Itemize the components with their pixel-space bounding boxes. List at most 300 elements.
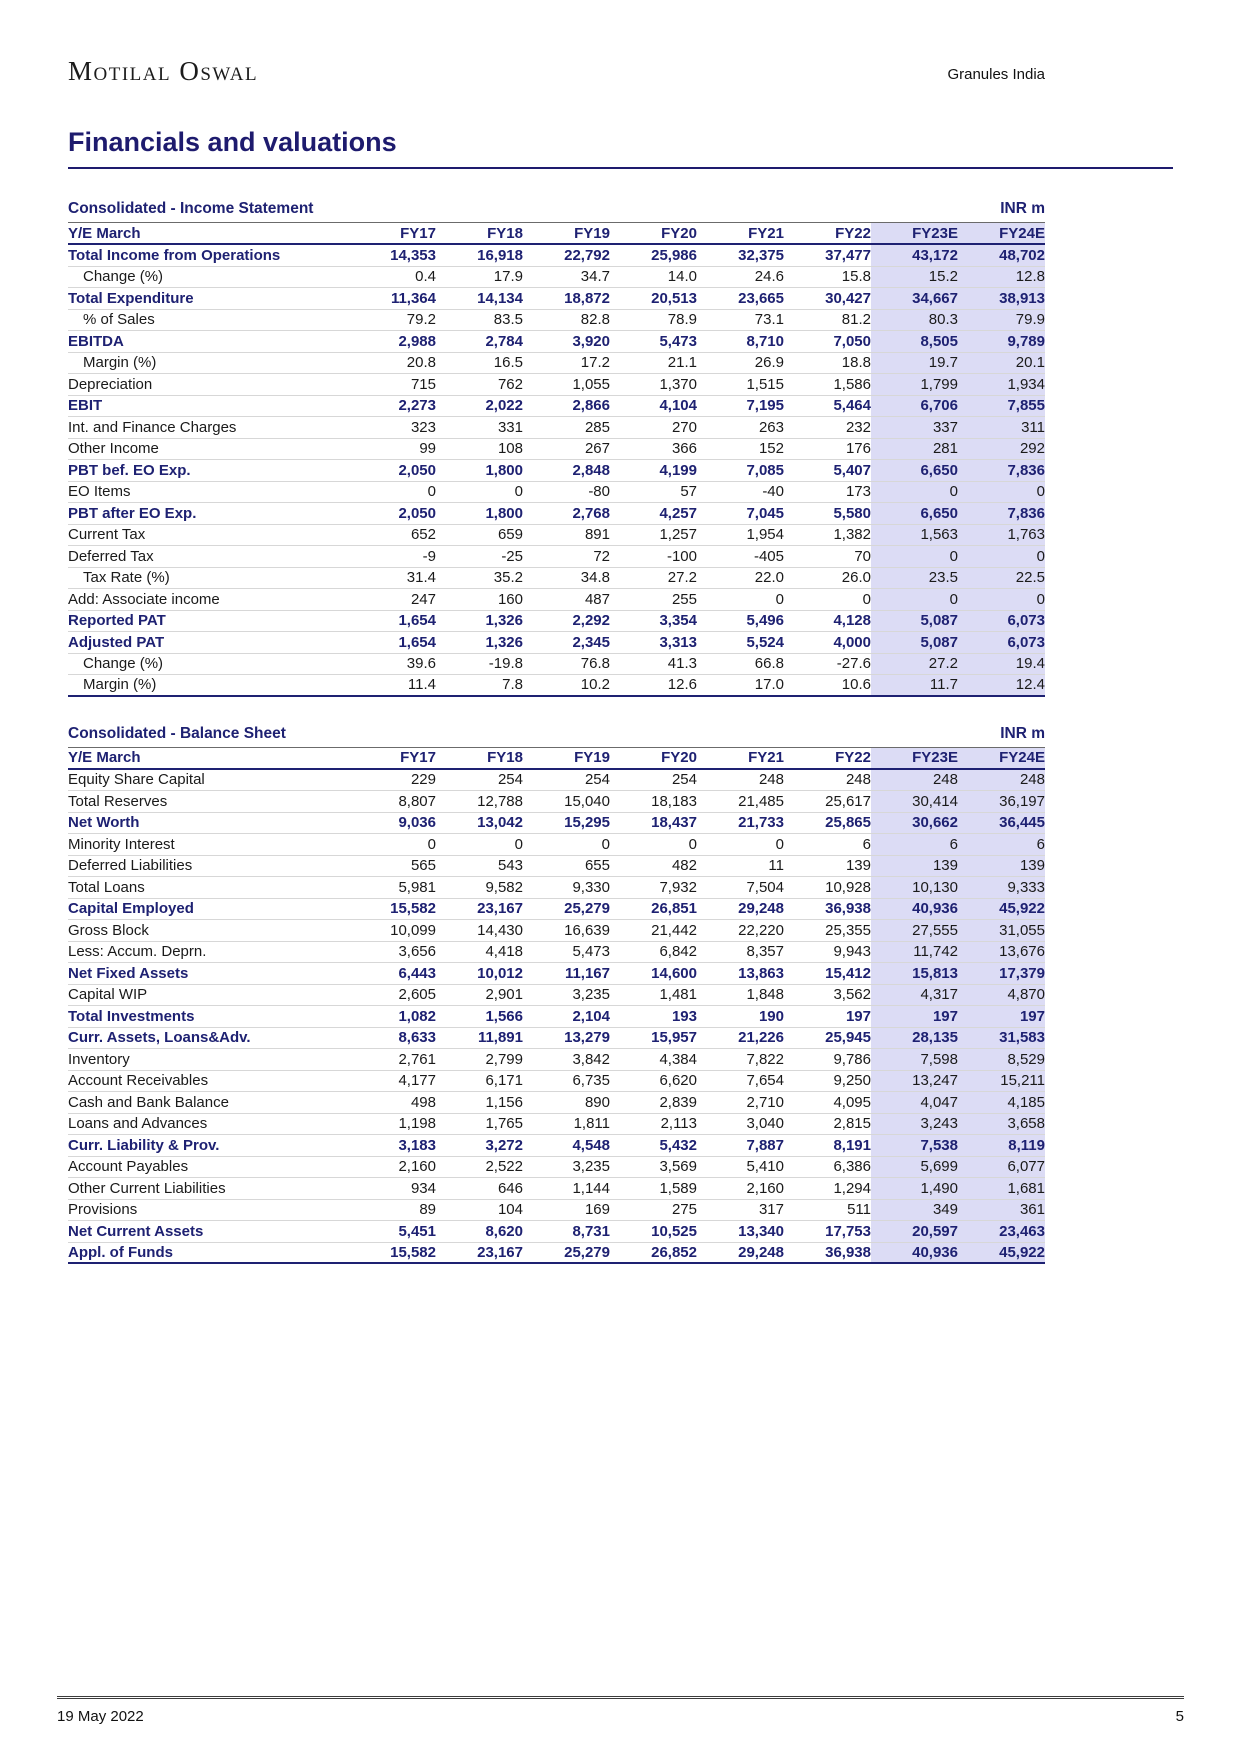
table-cell: 0	[862, 590, 871, 608]
table-cell: 80.3	[871, 310, 958, 331]
table-cell: 7,836	[958, 503, 1045, 524]
unit-label: INR m	[1000, 724, 1045, 742]
table-cell: 0	[427, 835, 436, 853]
table-cell: 36,445	[958, 813, 1045, 834]
table-cell: 1,654	[398, 633, 436, 651]
table-cell: 7,887	[746, 1136, 784, 1154]
table-cell: 2,988	[398, 332, 436, 350]
row-label: Total Reserves	[68, 792, 168, 810]
table-cell: 3,842	[572, 1050, 610, 1068]
table-cell: 0	[958, 482, 1045, 503]
table-cell: 27.2	[667, 569, 697, 587]
balance-sheet-section	[68, 725, 1045, 1265]
row-label: Capital Employed	[68, 900, 194, 918]
table-cell: 1,934	[958, 374, 1045, 395]
table-cell: 34.8	[580, 569, 610, 587]
table-cell: 4,418	[485, 943, 523, 961]
table-cell: 7,050	[833, 332, 871, 350]
table-cell: 1,515	[746, 375, 784, 393]
table-cell: 35.2	[493, 569, 523, 587]
table-cell: 2,292	[572, 612, 610, 630]
table-cell: 0	[871, 482, 958, 503]
table-cell: 337	[871, 417, 958, 438]
page-title: Financials and valuations	[68, 127, 1173, 169]
table-cell: 4,128	[833, 612, 871, 630]
table-cell: 21,733	[738, 814, 784, 832]
row-label: EBITDA	[68, 332, 124, 350]
table-cell: 7,855	[958, 396, 1045, 417]
table-cell: 6	[958, 834, 1045, 855]
table-cell: 17.2	[580, 354, 610, 372]
table-cell: 6	[862, 835, 871, 853]
table-cell: 659	[497, 526, 523, 544]
table-cell: 2,345	[572, 633, 610, 651]
table-cell: 41.3	[667, 655, 697, 673]
table-cell: 23,665	[738, 289, 784, 307]
table-cell: 2,522	[485, 1158, 523, 1176]
table-cell: 18,437	[651, 814, 697, 832]
table-cell: 5,451	[398, 1222, 436, 1240]
table-cell: 1,563	[871, 525, 958, 546]
table-row	[68, 791, 1045, 813]
table-cell: 10,099	[390, 921, 436, 939]
column-header: FY24E	[958, 223, 1045, 243]
table-cell: 646	[497, 1179, 523, 1197]
section-head	[68, 725, 1045, 747]
table-cell: 6,706	[871, 396, 958, 417]
table-cell: 18.8	[841, 354, 871, 372]
page-footer	[57, 1696, 1184, 1725]
table-cell: 139	[871, 856, 958, 877]
row-label: Margin (%)	[83, 676, 157, 694]
table-row	[68, 331, 1045, 353]
row-label: Net Worth	[68, 814, 140, 832]
table-cell: 17,379	[958, 963, 1045, 984]
table-cell: 543	[497, 857, 523, 875]
table-cell: 36,938	[825, 1243, 871, 1261]
table-cell: 254	[497, 771, 523, 789]
income-statement-table	[68, 222, 1045, 697]
table-cell: 15,040	[564, 792, 610, 810]
table-title: Consolidated - Balance Sheet	[68, 724, 286, 742]
table-cell: 762	[497, 375, 523, 393]
table-cell: 2,160	[398, 1158, 436, 1176]
table-cell: 45,922	[958, 899, 1045, 920]
row-label: Capital WIP	[68, 986, 148, 1004]
table-cell: 366	[671, 440, 697, 458]
table-cell: 81.2	[841, 311, 871, 329]
table-cell: 6,620	[659, 1072, 697, 1090]
table-cell: 0	[958, 546, 1045, 567]
column-header: FY22	[835, 224, 871, 242]
table-cell: 2,710	[746, 1093, 784, 1111]
table-cell: 2,113	[660, 1115, 697, 1133]
table-cell: 3,354	[659, 612, 697, 630]
table-row	[68, 310, 1045, 332]
table-cell: 1,326	[485, 612, 523, 630]
table-cell: 3,183	[398, 1136, 436, 1154]
table-cell: -9	[422, 547, 436, 565]
table-cell: 5,496	[746, 612, 784, 630]
column-header: FY17	[400, 749, 436, 766]
table-cell: 4,870	[958, 985, 1045, 1006]
table-cell: 27.2	[871, 654, 958, 675]
table-cell: 5,432	[659, 1136, 697, 1154]
table-cell: 21.1	[667, 354, 697, 372]
column-header: FY23E	[871, 223, 958, 243]
table-cell: 3,562	[833, 986, 871, 1004]
table-cell: 4,104	[659, 397, 697, 415]
table-cell: 2,848	[572, 461, 610, 479]
table-cell: 20.8	[406, 354, 436, 372]
row-label: Minority Interest	[68, 835, 175, 853]
table-cell: 8,710	[746, 332, 784, 350]
table-cell: 4,095	[833, 1093, 871, 1111]
table-cell: 652	[410, 526, 436, 544]
table-cell: 17,753	[825, 1222, 871, 1240]
table-row	[68, 611, 1045, 633]
table-row	[68, 675, 1045, 697]
table-cell: 12.4	[958, 675, 1045, 695]
row-label: Total Loans	[68, 878, 145, 896]
table-cell: 254	[671, 771, 697, 789]
table-cell: 6,171	[485, 1072, 523, 1090]
row-label: Total Expenditure	[68, 289, 194, 307]
row-label: Total Income from Operations	[68, 246, 281, 264]
table-cell: 7.8	[502, 676, 523, 694]
table-cell: 48,702	[958, 245, 1045, 266]
table-cell: 14,600	[651, 964, 697, 982]
table-cell: 1,382	[833, 526, 871, 544]
column-header: FY21	[748, 224, 784, 242]
table-cell: 72	[593, 547, 610, 565]
table-cell: 15,582	[390, 900, 436, 918]
table-cell: 3,235	[572, 986, 610, 1004]
table-cell: 5,473	[572, 943, 610, 961]
table-cell: 169	[584, 1201, 610, 1219]
column-header: FY19	[574, 224, 610, 242]
table-cell: 11	[768, 857, 784, 875]
table-cell: 31,583	[958, 1028, 1045, 1049]
table-cell: 13,340	[738, 1222, 784, 1240]
table-cell: 9,036	[398, 814, 436, 832]
table-cell: 10,012	[477, 964, 523, 982]
table-cell: 32,375	[738, 246, 784, 264]
table-cell: 20,513	[651, 289, 697, 307]
table-cell: 26.0	[841, 569, 871, 587]
table-row	[68, 1071, 1045, 1093]
table-cell: 1,765	[485, 1115, 523, 1133]
table-cell: 8,505	[871, 331, 958, 352]
table-cell: 267	[584, 440, 610, 458]
table-cell: 22,792	[564, 246, 610, 264]
table-cell: 3,658	[958, 1114, 1045, 1135]
page-number: 5	[1175, 1708, 1184, 1725]
table-row	[68, 1157, 1045, 1179]
table-row	[68, 1049, 1045, 1071]
table-cell: 248	[958, 770, 1045, 791]
row-label: Depreciation	[68, 375, 153, 393]
table-header-row	[68, 747, 1045, 770]
table-cell: 7,836	[958, 460, 1045, 481]
table-cell: 3,920	[572, 332, 610, 350]
table-cell: 190	[758, 1007, 784, 1025]
row-label: EBIT	[68, 397, 103, 415]
table-cell: 12.6	[667, 676, 697, 694]
table-cell: 2,273	[398, 397, 436, 415]
page-header	[68, 56, 1173, 87]
table-cell: 1,799	[871, 374, 958, 395]
table-row	[68, 267, 1045, 289]
table-cell: 1,257	[659, 526, 697, 544]
table-cell: 83.5	[493, 311, 523, 329]
row-label: Adjusted PAT	[68, 633, 165, 651]
table-cell: 1,156	[485, 1093, 523, 1111]
table-cell: 22.0	[754, 569, 784, 587]
table-cell: 6	[871, 834, 958, 855]
table-cell: 21,485	[738, 792, 784, 810]
table-cell: 36,938	[825, 900, 871, 918]
row-label: Provisions	[68, 1201, 138, 1219]
column-header: FY20	[661, 224, 697, 242]
column-header: FY21	[748, 749, 784, 766]
table-cell: 361	[958, 1200, 1045, 1221]
table-row	[68, 856, 1045, 878]
table-cell: 104	[497, 1201, 523, 1219]
table-cell: 15.2	[871, 267, 958, 288]
table-cell: 2,784	[485, 332, 523, 350]
table-cell: 263	[758, 418, 784, 436]
table-cell: 248	[871, 770, 958, 791]
table-cell: 29,248	[738, 1243, 784, 1261]
table-cell: 8,529	[958, 1049, 1045, 1070]
table-cell: 1,800	[485, 504, 523, 522]
table-cell: 1,326	[485, 633, 523, 651]
table-cell: 1,848	[746, 986, 784, 1004]
table-cell: 6,386	[833, 1158, 871, 1176]
row-label: Loans and Advances	[68, 1115, 208, 1133]
table-cell: 7,654	[746, 1072, 784, 1090]
row-label: Curr. Liability & Prov.	[68, 1136, 220, 1154]
table-cell: 3,235	[572, 1158, 610, 1176]
table-cell: 1,294	[833, 1179, 871, 1197]
table-row	[68, 1114, 1045, 1136]
table-cell: 38,913	[958, 288, 1045, 309]
table-cell: 229	[410, 771, 436, 789]
balance-sheet-table	[68, 747, 1045, 1265]
table-cell: 10,130	[871, 877, 958, 898]
row-label: Deferred Tax	[68, 547, 154, 565]
table-cell: 23,463	[958, 1221, 1045, 1242]
table-cell: 57	[680, 483, 697, 501]
table-cell: 39.6	[406, 655, 436, 673]
table-cell: 176	[845, 440, 871, 458]
table-cell: 715	[410, 375, 436, 393]
table-cell: 22,220	[738, 921, 784, 939]
table-cell: 7,045	[746, 504, 784, 522]
table-cell: 13,042	[477, 814, 523, 832]
table-cell: 15,295	[564, 814, 610, 832]
table-cell: -27.6	[836, 655, 871, 673]
row-label: PBT after EO Exp.	[68, 504, 197, 522]
table-cell: 14,430	[477, 921, 523, 939]
row-label: Account Payables	[68, 1158, 189, 1176]
table-row	[68, 417, 1045, 439]
table-cell: 7,085	[746, 461, 784, 479]
table-cell: 19.7	[871, 353, 958, 374]
table-cell: 8,807	[398, 792, 436, 810]
table-cell: 66.8	[754, 655, 784, 673]
table-row	[68, 503, 1045, 525]
table-cell: 160	[497, 590, 523, 608]
table-row	[68, 899, 1045, 921]
table-cell: 6,842	[659, 943, 697, 961]
table-row	[68, 396, 1045, 418]
table-cell: 11,891	[477, 1029, 523, 1047]
table-cell: 2,815	[833, 1115, 871, 1133]
table-cell: 1,954	[746, 526, 784, 544]
table-cell: 9,789	[958, 331, 1045, 352]
column-header: FY18	[487, 224, 523, 242]
table-cell: 23,167	[477, 900, 523, 918]
table-cell: 270	[671, 418, 697, 436]
table-cell: 0	[688, 835, 697, 853]
table-row	[68, 877, 1045, 899]
table-cell: 11.4	[407, 676, 436, 694]
table-cell: 292	[958, 439, 1045, 460]
table-cell: 7,195	[746, 397, 784, 415]
table-header-row	[68, 222, 1045, 245]
table-cell: 2,866	[572, 397, 610, 415]
table-cell: 3,313	[659, 633, 697, 651]
table-cell: 26,851	[651, 900, 697, 918]
table-cell: 30,662	[871, 813, 958, 834]
table-cell: 4,047	[871, 1092, 958, 1113]
column-header: FY17	[400, 224, 436, 242]
table-cell: 14,353	[390, 246, 436, 264]
table-row	[68, 1200, 1045, 1222]
table-row	[68, 288, 1045, 310]
table-cell: 934	[410, 1179, 436, 1197]
table-row	[68, 632, 1045, 654]
table-cell: 7,822	[746, 1050, 784, 1068]
table-cell: -25	[501, 547, 523, 565]
table-cell: 5,580	[833, 504, 871, 522]
table-cell: 15,582	[390, 1243, 436, 1261]
column-header: FY22	[835, 749, 871, 766]
table-cell: 10.6	[841, 676, 871, 694]
table-cell: 9,582	[485, 878, 523, 896]
table-cell: 197	[958, 1006, 1045, 1027]
table-cell: 1,763	[958, 525, 1045, 546]
table-cell: 1,055	[572, 375, 610, 393]
table-cell: 1,654	[398, 612, 436, 630]
table-cell: 43,172	[871, 245, 958, 266]
table-cell: 15,957	[651, 1029, 697, 1047]
table-cell: 10,928	[825, 878, 871, 896]
table-cell: 2,799	[485, 1050, 523, 1068]
table-cell: 9,786	[833, 1050, 871, 1068]
table-cell: 197	[845, 1007, 871, 1025]
table-cell: 4,317	[871, 985, 958, 1006]
table-cell: 40,936	[871, 899, 958, 920]
table-cell: 281	[871, 439, 958, 460]
table-cell: 248	[845, 771, 871, 789]
table-cell: 2,761	[398, 1050, 436, 1068]
row-label: Gross Block	[68, 921, 149, 939]
table-cell: 1,490	[871, 1178, 958, 1199]
table-cell: 13,676	[958, 942, 1045, 963]
table-cell: 30,427	[825, 289, 871, 307]
table-cell: 2,160	[746, 1179, 784, 1197]
table-cell: 4,185	[958, 1092, 1045, 1113]
table-cell: 3,656	[398, 943, 436, 961]
table-cell: 15.8	[841, 268, 871, 286]
table-cell: 45,922	[958, 1243, 1045, 1263]
unit-label: INR m	[1000, 200, 1045, 217]
table-row	[68, 1178, 1045, 1200]
table-row	[68, 963, 1045, 985]
table-cell: 99	[419, 440, 436, 458]
table-cell: 11,742	[871, 942, 958, 963]
table-row	[68, 568, 1045, 590]
table-cell: 5,410	[746, 1158, 784, 1176]
table-cell: 19.4	[958, 654, 1045, 675]
row-label: Inventory	[68, 1050, 130, 1068]
table-cell: 18,872	[564, 289, 610, 307]
table-cell: 10,525	[651, 1222, 697, 1240]
table-cell: 82.8	[580, 311, 610, 329]
table-cell: 2,050	[398, 461, 436, 479]
row-label: Account Receivables	[68, 1072, 209, 1090]
table-cell: -40	[762, 483, 784, 501]
table-cell: 1,681	[958, 1178, 1045, 1199]
table-cell: -80	[588, 483, 610, 501]
table-cell: 22.5	[958, 568, 1045, 589]
table-row	[68, 439, 1045, 461]
table-cell: 79.9	[958, 310, 1045, 331]
table-cell: 24.6	[754, 268, 784, 286]
table-cell: 3,040	[746, 1115, 784, 1133]
table-cell: 1,800	[485, 461, 523, 479]
table-cell: 487	[584, 590, 610, 608]
table-cell: 311	[958, 417, 1045, 438]
column-header: FY24E	[958, 748, 1045, 768]
table-cell: 6,073	[958, 632, 1045, 653]
table-cell: 275	[671, 1201, 697, 1219]
table-cell: 13,279	[564, 1029, 610, 1047]
table-cell: 1,082	[398, 1007, 436, 1025]
table-cell: 6,073	[958, 611, 1045, 632]
table-cell: 2,104	[572, 1007, 610, 1025]
income-statement-section	[68, 200, 1045, 697]
table-cell: 79.2	[406, 311, 436, 329]
table-cell: 139	[845, 857, 871, 875]
row-label: Other Current Liabilities	[68, 1179, 226, 1197]
table-row	[68, 654, 1045, 676]
table-cell: 30,414	[871, 791, 958, 812]
table-cell: 12,788	[477, 792, 523, 810]
company-name: Granules India	[947, 66, 1045, 83]
table-row	[68, 770, 1045, 792]
table-cell: 11,167	[564, 964, 610, 982]
table-cell: 0	[775, 835, 784, 853]
table-cell: 232	[845, 418, 871, 436]
table-cell: 1,198	[398, 1115, 436, 1133]
table-cell: 1,144	[572, 1179, 610, 1197]
table-cell: 20,597	[871, 1221, 958, 1242]
table-cell: 2,050	[398, 504, 436, 522]
